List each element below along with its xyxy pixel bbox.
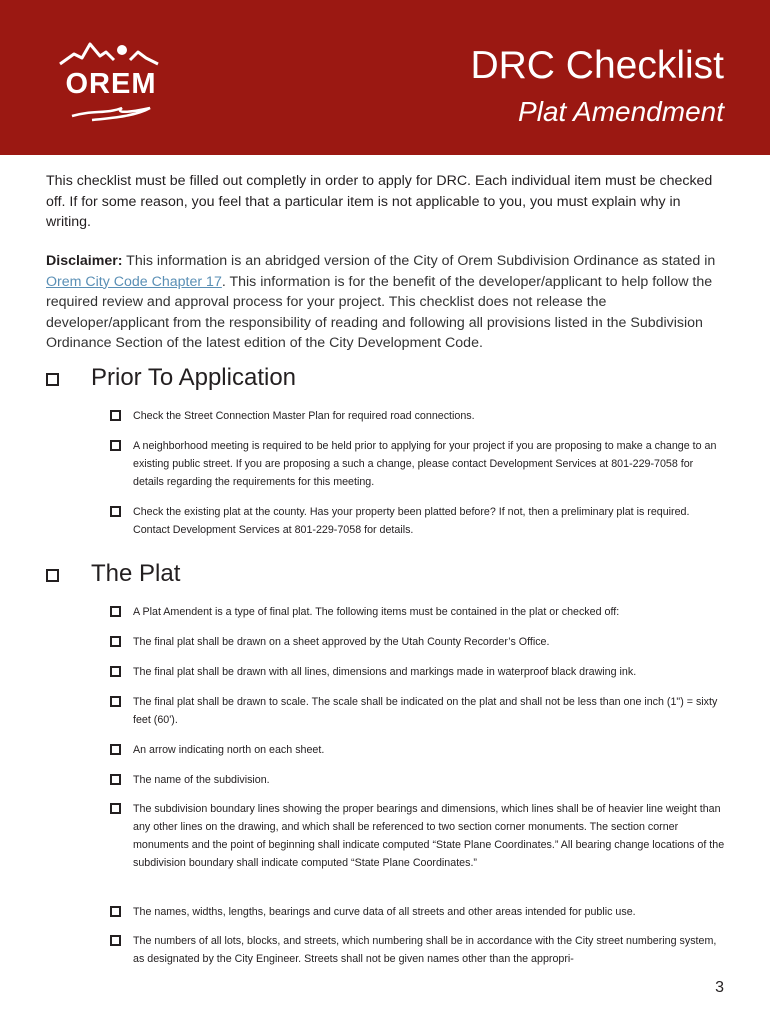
item-checkbox[interactable]: [110, 606, 121, 617]
item-checkbox[interactable]: [110, 803, 121, 814]
item-text: An arrow indicating north on each sheet.: [133, 744, 325, 756]
item-checkbox[interactable]: [110, 636, 121, 647]
item-checkbox[interactable]: [110, 440, 121, 451]
item-checkbox[interactable]: [110, 744, 121, 755]
section-checkbox-the-plat[interactable]: [46, 569, 59, 582]
disclaimer-text-after: . This information is for the benefit of the developer/applicant to help follow the required review and approval process for your project. This checklist does not release the developer/applicant from the responsibility of reading and following all provisions listed in the Subdivision Ordinance Section of the latest edition of the City Development Code.: [46, 273, 713, 351]
disclaimer-paragraph: [46, 251, 726, 354]
section-title-the-plat: The Plat: [91, 560, 181, 587]
item-text: Check the Street Connection Master Plan for required road connections.: [133, 410, 475, 422]
disclaimer-label: Disclaimer:: [46, 253, 123, 269]
item-text: A neighborhood meeting is required to be held prior to applying for your project if you are proposing to make a change to an existing public street. If you are proposing a such a change, please contact Development Services at 801-229-7058 for details regarding the requirements for this meeting.: [133, 440, 717, 488]
item-text: The names, widths, lengths, bearings and curve data of all streets and other areas intended for public use.: [133, 906, 636, 918]
orem-city-code-link[interactable]: Orem City Code Chapter 17: [46, 273, 222, 290]
logo-text: OREM: [65, 68, 157, 100]
item-checkbox[interactable]: [110, 696, 121, 707]
page-number: 3: [715, 979, 724, 996]
item-text: The subdivision boundary lines showing the proper bearings and dimensions, which lines shall be of heavier line weight than any other lines on the drawing, and which shall be referenced to two section corner monuments. The section corner monuments and the point of beginning shall indicate computed “State Plane Coordinates.” All bearing change locations of the subdivision boundary shall indicate computed “State Plane Coordinates.”: [133, 803, 725, 869]
item-text: Check the existing plat at the county. Has your property been platted before? If not, then a preliminary plat is required. Contact Development Services at 801-229-7058 for details.: [133, 506, 690, 536]
checklist-item: [110, 407, 726, 425]
checklist-item: [110, 503, 726, 539]
checklist-item: [110, 932, 726, 968]
item-text: The name of the subdivision.: [133, 774, 270, 786]
checklist-item: [110, 663, 726, 681]
disclaimer-text-before: This information is an abridged version of the City of Orem Subdivision Ordinance as stated in: [122, 253, 716, 269]
item-checkbox[interactable]: [110, 410, 121, 421]
intro-paragraph: This checklist must be filled out completly in order to apply for DRC. Each individual item must be checked off. If for some reason, you feel that a particular item is not applicable to you, you must explain why in writing.: [46, 173, 713, 230]
checklist-item: [110, 603, 726, 621]
checklist-item: [110, 800, 726, 872]
item-checkbox[interactable]: [110, 774, 121, 785]
item-text: A Plat Amendent is a type of final plat. The following items must be contained in the plat or checked off:: [133, 606, 620, 618]
checklist-item: [110, 771, 726, 789]
item-checkbox[interactable]: [110, 935, 121, 946]
checklist-item: [110, 633, 726, 651]
item-checkbox[interactable]: [110, 666, 121, 677]
section-checkbox-prior-to-application[interactable]: [46, 373, 59, 386]
section-title-prior-to-application: Prior To Application: [91, 364, 297, 391]
checklist-item: [110, 437, 726, 491]
checklist-item: [110, 741, 726, 759]
page-title: DRC Checklist: [470, 44, 724, 87]
checklist-item: [110, 903, 726, 921]
item-text: The final plat shall be drawn with all lines, dimensions and markings made in waterproof black drawing ink.: [133, 666, 637, 678]
item-text: The final plat shall be drawn on a sheet approved by the Utah County Recorder’s Office.: [133, 636, 550, 648]
checklist-item: [110, 693, 726, 729]
item-checkbox[interactable]: [110, 506, 121, 517]
page-subtitle: Plat Amendment: [518, 96, 724, 127]
item-text: The numbers of all lots, blocks, and streets, which numbering shall be in accordance with the City street numbering system, as designated by the City Engineer. Streets shall not be given names other than the appropri-: [133, 935, 717, 965]
page-header: [0, 0, 770, 155]
item-text: The final plat shall be drawn to scale. The scale shall be indicated on the plat and shall not be less than one inch (1") = sixty feet (60').: [133, 696, 718, 726]
item-checkbox[interactable]: [110, 906, 121, 917]
